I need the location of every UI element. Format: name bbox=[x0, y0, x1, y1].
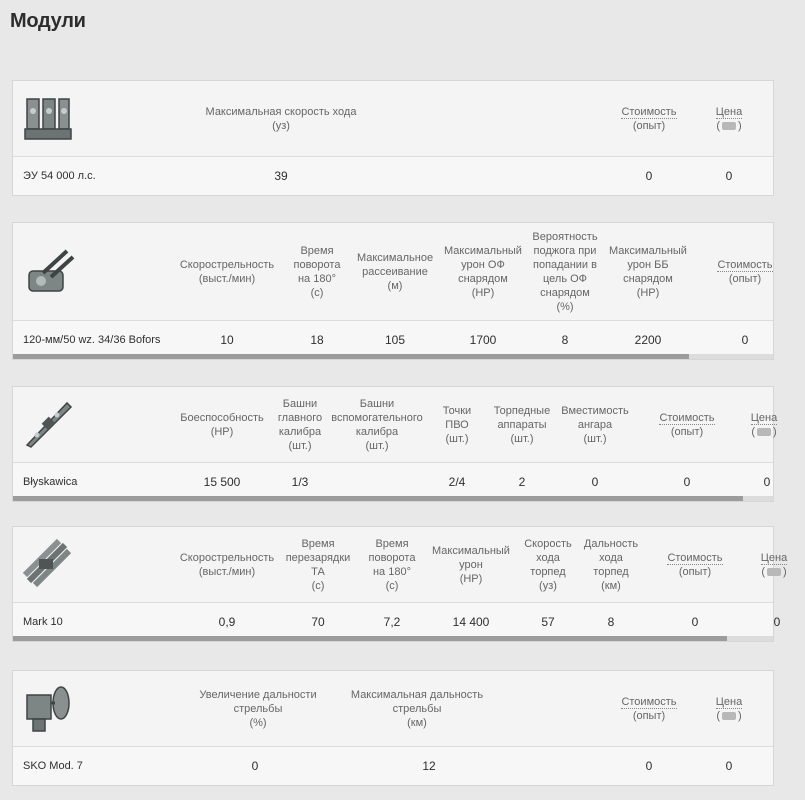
page-title: Модули bbox=[10, 10, 86, 32]
header-line: Скорострельность bbox=[179, 258, 275, 271]
header-text bbox=[444, 244, 522, 300]
value-rate-of-fire: 10 bbox=[220, 333, 234, 347]
header-line: Время bbox=[301, 537, 335, 550]
module-engine bbox=[12, 80, 774, 196]
header-line: (опыт) bbox=[632, 709, 666, 722]
header-line: (с) bbox=[311, 579, 325, 592]
header-text bbox=[331, 397, 423, 453]
header-line: Башни bbox=[282, 397, 318, 410]
value-torpedo-speed: 57 bbox=[541, 615, 555, 629]
header-text bbox=[561, 404, 629, 446]
header-line: (%) bbox=[556, 300, 574, 313]
header-text bbox=[351, 688, 483, 730]
header-line: ( ) bbox=[716, 709, 742, 722]
module-name: ЭУ 54 000 л.с. bbox=[23, 170, 96, 182]
value-fire-chance: 8 bbox=[561, 333, 569, 347]
header-line: (км) bbox=[601, 579, 621, 592]
header-line: стрельбы bbox=[233, 702, 283, 715]
header-text bbox=[294, 244, 341, 300]
header-text bbox=[199, 688, 316, 730]
credits-icon bbox=[767, 568, 781, 576]
module-name: SKO Mod. 7 bbox=[23, 760, 83, 772]
header-line: Цена bbox=[715, 105, 743, 118]
header-text bbox=[621, 105, 676, 133]
module-name: 120-мм/50 wz. 34/36 Bofors bbox=[23, 334, 161, 346]
value-hit-points: 15 500 bbox=[203, 475, 241, 489]
value-cost: 0 bbox=[645, 169, 653, 183]
header-line: Цена bbox=[750, 411, 778, 424]
header-traverse bbox=[283, 223, 351, 320]
header-text bbox=[751, 411, 777, 439]
header-text bbox=[443, 404, 471, 446]
scrollbar-thumb[interactable] bbox=[13, 496, 743, 501]
header-line: Максимальный bbox=[444, 244, 522, 257]
module-row bbox=[13, 321, 773, 359]
header-line: ангара bbox=[577, 418, 613, 431]
header-line: (с) bbox=[310, 286, 324, 299]
value-dispersion: 105 bbox=[384, 333, 406, 347]
module-row bbox=[13, 463, 773, 501]
header-text bbox=[180, 258, 274, 286]
value-range-increase: 0 bbox=[251, 759, 259, 773]
value-he-damage: 1700 bbox=[469, 333, 497, 347]
header-text bbox=[584, 537, 638, 593]
header-max-damage bbox=[427, 527, 515, 602]
credits-icon bbox=[722, 122, 736, 130]
header-main-turrets bbox=[271, 387, 329, 462]
module-name: Mark 10 bbox=[23, 616, 63, 628]
header-line: урон ББ bbox=[627, 258, 669, 271]
header-line: вспомогательного bbox=[331, 411, 423, 424]
header-line: Скорость bbox=[524, 537, 572, 550]
header-line: Башни bbox=[359, 397, 395, 410]
value-traverse: 18 bbox=[310, 333, 324, 347]
module-row bbox=[13, 603, 781, 641]
value-price: 0 bbox=[725, 169, 733, 183]
header-line: цель ОФ bbox=[542, 272, 588, 285]
value-hangar: 0 bbox=[591, 475, 599, 489]
header-line: (уз) bbox=[539, 579, 557, 592]
header-text bbox=[286, 537, 351, 593]
header-range-increase bbox=[193, 671, 323, 746]
header-text bbox=[524, 537, 572, 593]
header-line: снарядом bbox=[623, 272, 673, 285]
header-line: (опыт) bbox=[678, 565, 712, 578]
header-text bbox=[432, 544, 510, 586]
header-line: ( ) bbox=[716, 119, 742, 132]
header-line: хода bbox=[599, 551, 623, 564]
header-text bbox=[716, 695, 742, 723]
horizontal-scrollbar[interactable] bbox=[13, 636, 773, 641]
header-line: Дальность bbox=[583, 537, 639, 550]
header-line: главного bbox=[277, 411, 323, 424]
header-line: поворота bbox=[368, 551, 416, 564]
credits-icon bbox=[722, 712, 736, 720]
module-row bbox=[13, 157, 773, 195]
header-torpedo-range bbox=[579, 527, 643, 602]
header-text bbox=[278, 397, 322, 453]
header-line: торпед bbox=[530, 565, 566, 578]
header-price[interactable] bbox=[699, 671, 759, 746]
header-line: ( ) bbox=[751, 425, 777, 438]
module-name: Błyskawica bbox=[23, 476, 78, 488]
header-traverse bbox=[359, 527, 425, 602]
value-main-turrets: 1/3 bbox=[291, 475, 309, 489]
hull-icon bbox=[21, 397, 75, 451]
header-text bbox=[180, 551, 274, 579]
value-aa-mounts: 2/4 bbox=[448, 475, 466, 489]
header-line: урон ОФ bbox=[461, 258, 505, 271]
header-line: ТА bbox=[311, 565, 325, 578]
header-cost[interactable] bbox=[647, 387, 727, 462]
header-he-damage bbox=[439, 223, 527, 320]
header-line: Цена bbox=[760, 551, 788, 564]
header-hit-points bbox=[173, 387, 271, 462]
header-line: Максимальное bbox=[356, 251, 434, 264]
header-line: (HP) bbox=[471, 286, 495, 299]
header-text bbox=[357, 251, 433, 293]
value-cost: 0 bbox=[741, 333, 749, 347]
header-line: (шт.) bbox=[510, 432, 534, 445]
header-line: Вероятность bbox=[532, 230, 598, 243]
header-torpedo-tubes bbox=[489, 387, 555, 462]
header-line: урон bbox=[459, 558, 483, 571]
header-fire-chance bbox=[527, 223, 603, 320]
module-torpedoes bbox=[12, 526, 788, 642]
value-rate-of-fire: 0,9 bbox=[218, 615, 236, 629]
module-row bbox=[13, 747, 773, 785]
header-reload bbox=[281, 527, 355, 602]
horizontal-scrollbar[interactable] bbox=[13, 496, 773, 501]
value-max-damage: 14 400 bbox=[452, 615, 490, 629]
value-price: 0 bbox=[725, 759, 733, 773]
header-line: Стоимость bbox=[717, 258, 773, 271]
header-line: Максимальная скорость хода bbox=[205, 105, 357, 118]
header-line: рассеивание bbox=[362, 265, 428, 278]
header-aa-mounts bbox=[425, 387, 489, 462]
header-line: (м) bbox=[387, 279, 403, 292]
header-text bbox=[667, 551, 722, 579]
header-line: (шт.) bbox=[365, 439, 389, 452]
header-line: аппараты bbox=[497, 418, 547, 431]
header-line: на 180° bbox=[297, 272, 336, 285]
header-line: (опыт) bbox=[632, 119, 666, 132]
header-line: Максимальный bbox=[432, 544, 510, 557]
header-line: Стоимость bbox=[667, 551, 723, 564]
header-cost[interactable] bbox=[655, 527, 735, 602]
value-speed: 39 bbox=[274, 169, 288, 183]
header-line: (опыт) bbox=[728, 272, 762, 285]
value-ap-damage: 2200 bbox=[634, 333, 662, 347]
header-text bbox=[761, 551, 787, 579]
header-line: снарядом bbox=[540, 286, 590, 299]
header-line: Время bbox=[300, 244, 334, 257]
header-line: Стоимость bbox=[659, 411, 715, 424]
header-max-range bbox=[349, 671, 485, 746]
header-line: (%) bbox=[249, 716, 267, 729]
header-line: поджога при bbox=[533, 244, 597, 257]
header-line: калибра bbox=[355, 425, 399, 438]
module-header bbox=[13, 81, 773, 157]
header-line: (опыт) bbox=[670, 425, 704, 438]
header-line: (HP) bbox=[636, 286, 660, 299]
header-line: перезарядки bbox=[285, 551, 351, 564]
header-text bbox=[609, 244, 687, 300]
header-line: Скорострельность bbox=[179, 551, 275, 564]
header-line: (выст./мин) bbox=[198, 565, 256, 578]
value-cost: 0 bbox=[683, 475, 691, 489]
header-speed bbox=[198, 81, 364, 156]
header-ap-damage bbox=[605, 223, 691, 320]
header-line: поворота bbox=[293, 258, 341, 271]
torpedo-tubes-icon bbox=[21, 537, 75, 591]
header-cost[interactable] bbox=[609, 81, 689, 156]
header-text bbox=[621, 695, 676, 723]
header-torpedo-speed bbox=[515, 527, 581, 602]
header-line: калибра bbox=[278, 425, 322, 438]
header-line: (с) bbox=[385, 579, 399, 592]
header-cost[interactable] bbox=[705, 223, 785, 320]
header-rate-of-fire bbox=[173, 223, 281, 320]
header-line: ПВО bbox=[445, 418, 469, 431]
header-text bbox=[369, 537, 416, 593]
header-line: Боеспособность bbox=[180, 411, 264, 424]
header-cost[interactable] bbox=[609, 671, 689, 746]
module-header bbox=[13, 387, 778, 463]
header-line: снарядом bbox=[458, 272, 508, 285]
header-text bbox=[717, 258, 772, 286]
header-text bbox=[206, 105, 357, 133]
value-reload: 70 bbox=[311, 615, 325, 629]
value-traverse: 7,2 bbox=[383, 615, 401, 629]
header-dispersion bbox=[353, 223, 437, 320]
scrollbar-thumb[interactable] bbox=[13, 636, 727, 641]
header-hangar bbox=[555, 387, 635, 462]
horizontal-scrollbar[interactable] bbox=[13, 354, 773, 359]
header-line: Стоимость bbox=[621, 695, 677, 708]
fire-control-icon bbox=[21, 681, 75, 735]
header-line: (уз) bbox=[272, 119, 290, 132]
header-rate-of-fire bbox=[173, 527, 281, 602]
engine-icon bbox=[21, 91, 75, 145]
header-line: торпед bbox=[593, 565, 629, 578]
header-line: стрельбы bbox=[392, 702, 442, 715]
header-line: (шт.) bbox=[445, 432, 469, 445]
header-text bbox=[532, 230, 597, 314]
header-price[interactable] bbox=[739, 387, 789, 462]
header-line: (HP) bbox=[459, 572, 483, 585]
module-header bbox=[13, 527, 788, 603]
value-torpedo-tubes: 2 bbox=[518, 475, 526, 489]
module-header bbox=[13, 223, 773, 321]
header-line: Время bbox=[375, 537, 409, 550]
header-line: (шт.) bbox=[288, 439, 312, 452]
header-line: Цена bbox=[715, 695, 743, 708]
module-hull bbox=[12, 386, 778, 502]
header-line: (шт.) bbox=[583, 432, 607, 445]
header-line: Точки bbox=[442, 404, 472, 417]
header-line: Максимальный bbox=[609, 244, 687, 257]
header-line: Стоимость bbox=[621, 105, 677, 118]
header-line: попадании в bbox=[533, 258, 597, 271]
header-line: хода bbox=[536, 551, 560, 564]
header-text bbox=[494, 404, 550, 446]
header-line: на 180° bbox=[372, 565, 411, 578]
value-price: 0 bbox=[773, 615, 781, 629]
header-text bbox=[716, 105, 742, 133]
header-line: ( ) bbox=[761, 565, 787, 578]
header-line: (выст./мин) bbox=[198, 272, 256, 285]
value-torpedo-range: 8 bbox=[607, 615, 615, 629]
header-line: Вместимость bbox=[561, 404, 629, 417]
header-line: (км) bbox=[407, 716, 427, 729]
module-header bbox=[13, 671, 773, 747]
header-secondary-turrets bbox=[329, 387, 425, 462]
header-price[interactable] bbox=[749, 527, 799, 602]
main-battery-icon bbox=[21, 245, 75, 299]
scrollbar-thumb[interactable] bbox=[13, 354, 689, 359]
header-text bbox=[659, 411, 714, 439]
value-price: 0 bbox=[763, 475, 771, 489]
header-price[interactable] bbox=[699, 81, 759, 156]
header-text bbox=[180, 411, 264, 439]
credits-icon bbox=[757, 428, 771, 436]
header-line: Максимальная дальность bbox=[350, 688, 484, 701]
header-line: (HP) bbox=[210, 425, 234, 438]
module-main-battery bbox=[12, 222, 774, 360]
value-cost: 0 bbox=[645, 759, 653, 773]
header-line: Увеличение дальности bbox=[199, 688, 317, 701]
value-max-range: 12 bbox=[422, 759, 436, 773]
module-fire-control bbox=[12, 670, 774, 786]
value-cost: 0 bbox=[691, 615, 699, 629]
header-line: Торпедные bbox=[493, 404, 551, 417]
